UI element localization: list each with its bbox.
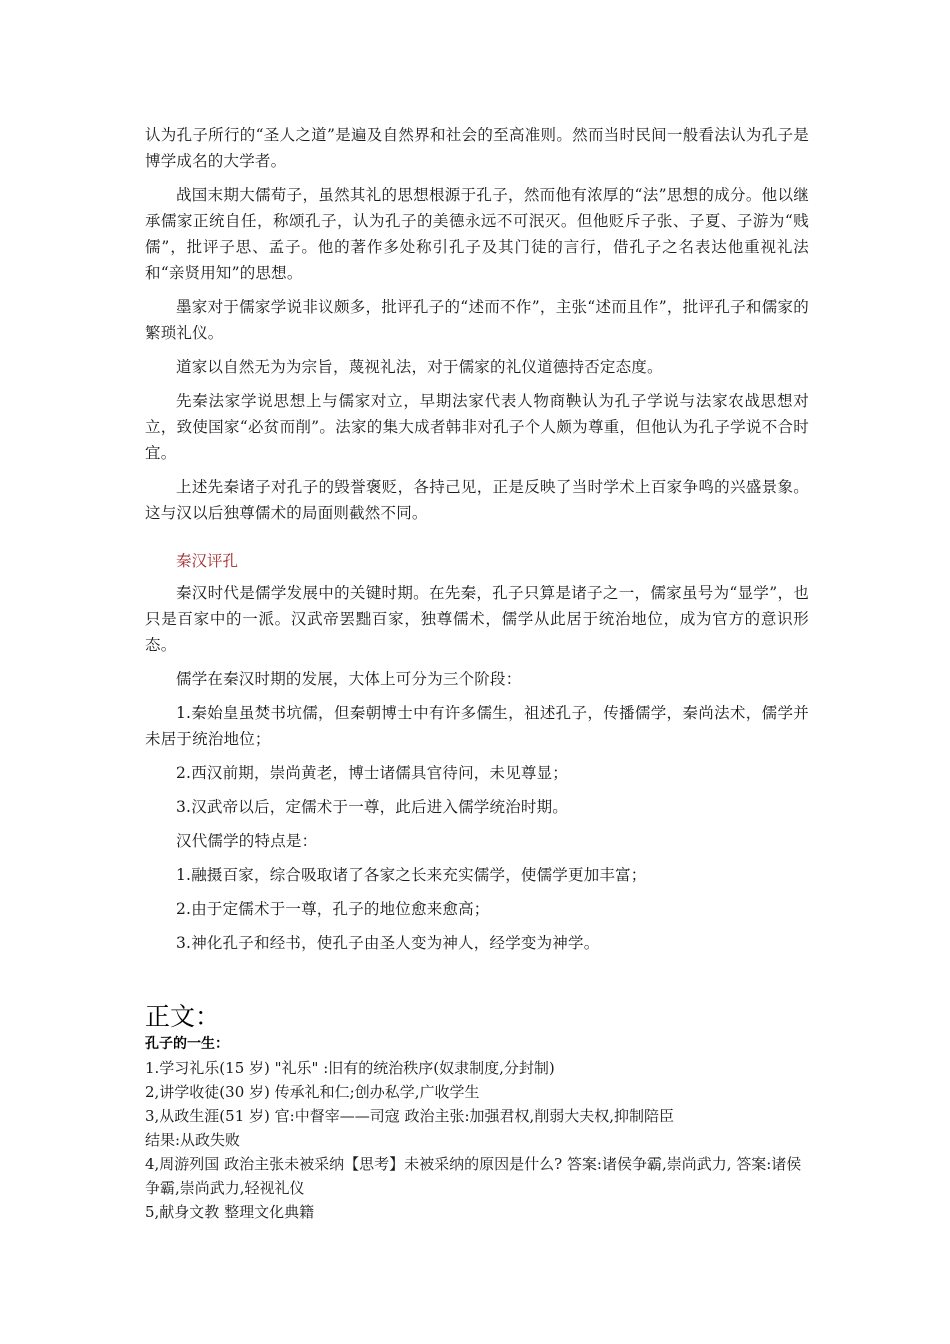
- life-subtitle: 孔子的一生：: [145, 1036, 229, 1052]
- document-page: [145, 122, 809, 1224]
- paragraph-xunzi: 战国末期大儒荀子，虽然其礼的思想根源于孔子，然而他有浓厚的“法”思想的成分。他以继承儒家正统自任，称颂孔子，认为孔子的美德永远不可泯灭。但他贬斥子张、子夏、子游为“贱儒”，批评子思、孟子。他的著作多处称引孔子及其门徒的言行，借孔子之名表达他重视礼法和“亲贤用知”的思想。: [145, 186, 809, 282]
- life-line-4: 4,周游列国 政治主张未被采纳【思考】未被采纳的原因是什么? 答案:诸侯争霸,崇尚武力, 答案:诸侯争霸,崇尚武力,轻视礼仪: [145, 1155, 802, 1197]
- list-item-feature-2: 2.由于定儒术于一尊，孔子的地位愈来愈高；: [176, 900, 490, 918]
- paragraph-legalism: 先秦法家学说思想上与儒家对立，早期法家代表人物商鞅认为孔子学说与法家农战思想对立，致使国家“必贫而削”。法家的集大成者韩非对孔子个人颇为尊重，但他认为孔子学说不合时宜。: [145, 392, 809, 462]
- list-item-feature-1: 1.融摄百家，综合吸取诸了各家之长来充实儒学，使儒学更加丰富；: [176, 866, 647, 884]
- life-line-result: 结果:从政失败: [145, 1131, 241, 1149]
- paragraph-taoism: 道家以自然无为为宗旨，蔑视礼法，对于儒家的礼仪道德持否定态度。: [176, 358, 663, 376]
- life-line-1: 1.学习礼乐(15 岁) "礼乐" :旧有的统治秩序(奴隶制度,分封制): [145, 1059, 555, 1077]
- list-item-stage-2: 2.西汉前期，崇尚黄老，博士诸儒具官待问，未见尊显；: [176, 764, 568, 782]
- paragraph-mohism: 墨家对于儒家学说非议颇多，批评孔子的“述而不作”，主张“述而且作”，批评孔子和儒家的繁琐礼仪。: [145, 298, 809, 342]
- life-line-3: 3,从政生涯(51 岁) 官:中督宰——司寇 政治主张:加强君权,削弱大夫权,抑制陪臣: [145, 1107, 675, 1125]
- qinhan-heading: 秦汉评孔: [176, 552, 239, 570]
- paragraph-stages-intro: 儒学在秦汉时期的发展，大体上可分为三个阶段：: [176, 670, 522, 688]
- paragraph-summary: 上述先秦诸子对孔子的毁誉褒贬，各持己见，正是反映了当时学术上百家争鸣的兴盛景象。这与汉以后独尊儒术的局面则截然不同。: [145, 478, 809, 522]
- list-item-feature-3: 3.神化孔子和经书，使孔子由圣人变为神人，经学变为神学。: [176, 934, 600, 952]
- life-line-5: 5,献身文教 整理文化典籍: [145, 1203, 315, 1221]
- list-item-stage-3: 3.汉武帝以后，定儒术于一尊，此后进入儒学统治时期。: [176, 798, 568, 816]
- paragraph-features-intro: 汉代儒学的特点是：: [176, 832, 318, 850]
- paragraph-qinhan-intro: 秦汉时代是儒学发展中的关键时期。在先秦，孔子只算是诸子之一，儒家虽号为“显学”，也只是百家中的一派。汉武帝罢黜百家，独尊儒术，儒学从此居于统治地位，成为官方的意识形态。: [145, 584, 809, 654]
- paragraph-sage-way: 认为孔子所行的“圣人之道”是遍及自然界和社会的至高准则。然而当时民间一般看法认为孔子是博学成名的大学者。: [145, 126, 809, 170]
- list-item-stage-1: 1.秦始皇虽焚书坑儒，但秦朝博士中有许多儒生，祖述孔子，传播儒学，秦尚法术，儒学并未居于统治地位；: [145, 704, 809, 748]
- life-line-2: 2,讲学收徒(30 岁) 传承礼和仁;创办私学,广收学生: [145, 1083, 480, 1101]
- main-section-title: 正文：: [145, 1002, 221, 1031]
